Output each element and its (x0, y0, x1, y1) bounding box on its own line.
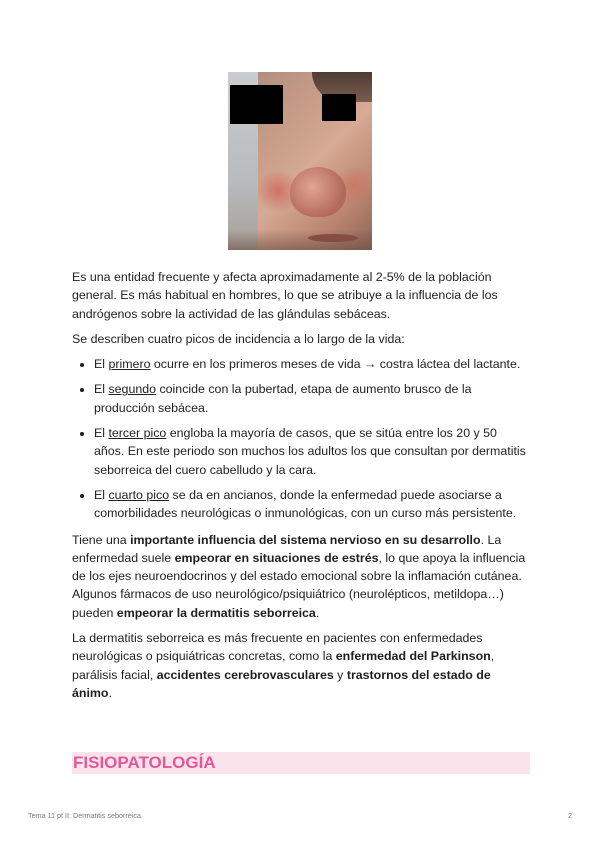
peak-term: primero (108, 357, 151, 372)
paragraph-peaks-intro: Se describen cuatro picos de incidencia a lo largo de la vida: (72, 331, 405, 346)
clinical-photo (228, 72, 372, 250)
photo-chin (228, 230, 372, 250)
peak-term: tercer pico (108, 426, 167, 441)
page-number: 2 (568, 811, 572, 820)
paragraph-associations: La dermatitis seborreica es más frecuente en pacientes con enfermedades neurológicas o psiquiátricas concretas, como la enfermedad del Parkinson, parálisis facial, accidentes cerebrovasculares y trastornos del estado de ánimo. (72, 631, 495, 700)
list-item: • El cuarto pico se da en ancianos, donde la enfermedad puede asociarse a comorbilidades neurológicas o inmunológicas, con un curso más persistente. (94, 486, 530, 523)
section-heading: FISIOPATOLOGÍA (72, 752, 530, 774)
body-text (72, 268, 530, 709)
photo-nose (290, 167, 346, 217)
censor-bar-right (322, 94, 356, 121)
peaks-list (72, 355, 530, 522)
list-item: • El segundo coincide con la pubertad, etapa de aumento brusco de la producción sebácea. (94, 380, 530, 417)
paragraph-nervous-system: Tiene una importante influencia del sistema nervioso en su desarrollo. La enfermedad suele empeorar en situaciones de estrés, lo que apoya la influencia de los ejes neuroendocrinos y del estado emocional sobre la inflamación cutánea. Algunos fármacos de uso neurológico/psiquiátrico (neurolépticos, metildopa…) pueden empeorar la dermatitis seborreica. (72, 532, 526, 620)
list-item: • El tercer pico engloba la mayoría de casos, que se sitúa entre los 20 y 50 años. En este periodo son muchos los adultos los que consultan por dermatitis seborreica del cuero cabelludo y la cara. (94, 424, 530, 479)
footer-title: Tema 11 pt II: Dermatitis seborreica. (28, 811, 143, 820)
peak-term: cuarto pico (108, 487, 170, 502)
censor-bar-left (230, 85, 283, 124)
list-item: • El primero ocurre en los primeros meses de vida → costra láctea del lactante. (94, 355, 530, 373)
paragraph-prevalence: Es una entidad frecuente y afecta aproximadamente al 2-5% de la población general. Es más habitual en hombres, lo que se atribuye a la influencia de los andrógenos sobre la actividad de las glándulas sebáceas. (72, 270, 498, 321)
peak-term: segundo (108, 382, 157, 397)
